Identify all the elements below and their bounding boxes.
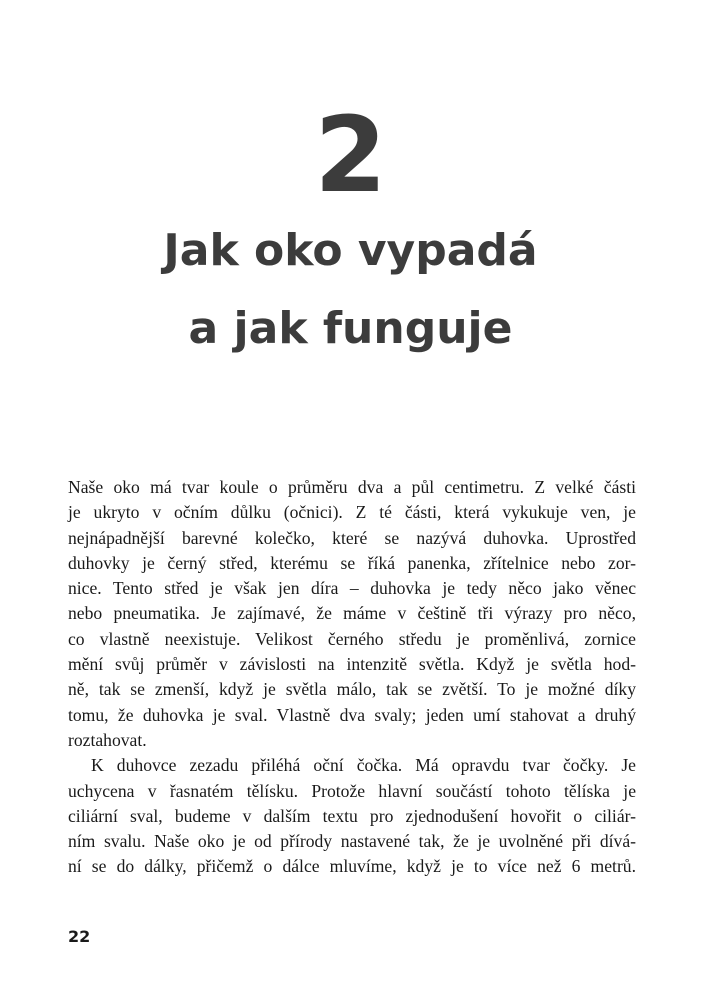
text-line: je ukryto v očním důlku (očnici). Z té části, která vykukuje ven, je <box>68 502 636 523</box>
text-line: ně, tak se zmenší, když je světla málo, tak se zvětší. To je možné díky <box>68 679 636 700</box>
paragraph <box>68 475 636 753</box>
body-text <box>68 475 636 880</box>
text-line: duhovky je černý střed, kterému se říká panenka, zřítelnice nebo zor- <box>68 552 636 573</box>
text-line: nice. Tento střed je však jen díra – duhovka je tedy něco jako věnec <box>68 578 636 599</box>
text-line: ním svalu. Naše oko je od přírody nastavené tak, že je uvolněné při dívá- <box>68 831 636 852</box>
chapter-title <box>0 212 701 368</box>
chapter-title-line: a jak funguje <box>188 303 513 354</box>
text-line: Naše oko má tvar koule o průměru dva a půl centimetru. Z velké části <box>68 477 636 497</box>
text-line: nebo pneumatika. Je zajímavé, že máme v češtině tři výrazy pro něco, <box>68 603 636 624</box>
text-line: ciliární sval, budeme v dalším textu pro zjednodušení hovořit o ciliár- <box>68 805 636 826</box>
page-number: 22 <box>68 927 91 946</box>
text-line: ní se do dálky, přičemž o dálce mluvíme, když je to více než 6 metrů. <box>68 856 636 877</box>
text-line: nejnápadnější barevné kolečko, které se nazývá duhovka. Uprostřed <box>68 527 636 548</box>
text-line: uchycena v řasnatém tělísku. Protože hlavní součástí tohoto tělíska je <box>68 780 636 801</box>
chapter-title-line: Jak oko vypadá <box>163 225 538 276</box>
text-line: tomu, že duhovka je sval. Vlastně dva svaly; jeden umí stahovat a druhý <box>68 704 636 725</box>
paragraph <box>68 753 636 879</box>
text-line: roztahovat. <box>68 729 147 750</box>
text-line: mění svůj průměr v závislosti na intenzitě světla. Když je světla hod- <box>68 654 636 675</box>
text-line: co vlastně neexistuje. Velikost černého středu je proměnlivá, zornice <box>68 628 636 649</box>
chapter-number: 2 <box>314 94 387 216</box>
text-line: K duhovce zezadu přiléhá oční čočka. Má opravdu tvar čočky. Je <box>91 755 636 776</box>
